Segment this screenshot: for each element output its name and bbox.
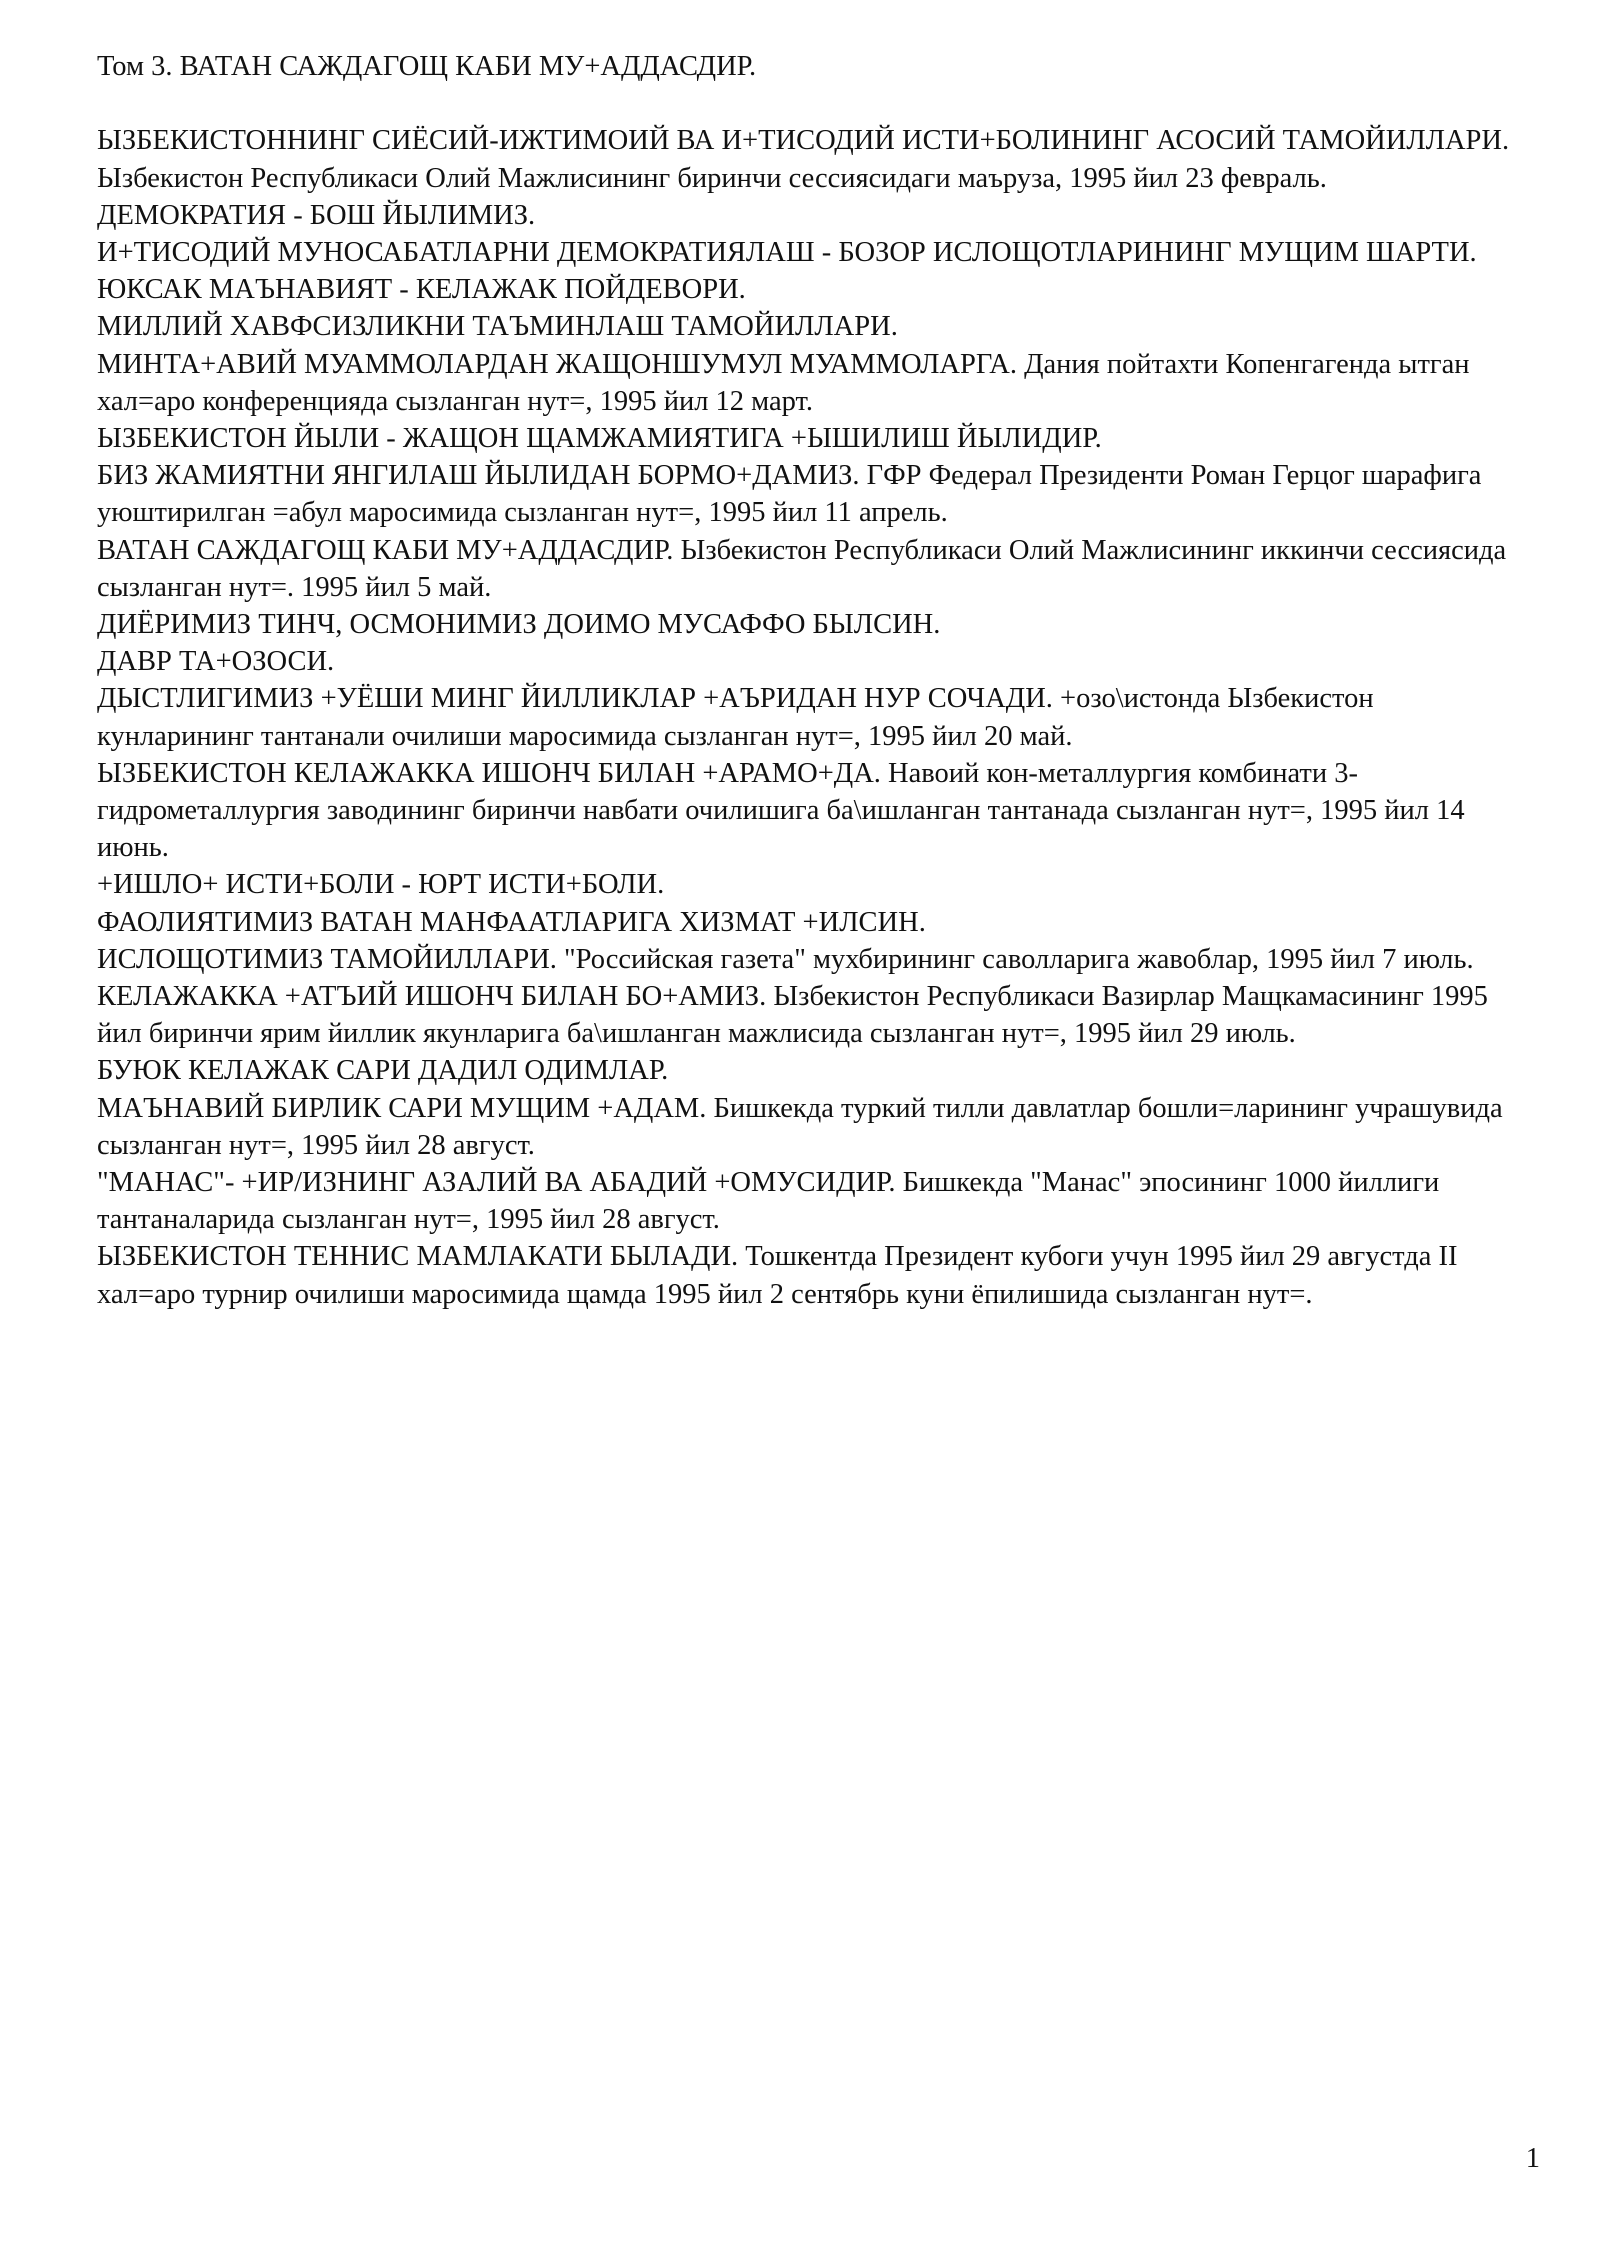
contents-entry: ЫЗБЕКИСТОННИНГ СИЁСИЙ-ИЖТИМОИЙ ВА И+ТИСОДИЙ ИСТИ+БОЛИНИНГ АСОСИЙ ТАМОЙИЛЛАРИ. Ызбекистон Республикаси Олий Мажлисининг биринчи сессиясидаги маъруза, 1995 йил 23 февраль.	[97, 125, 1510, 194]
document-title: Том 3. ВАТАН САЖДАГОЩ КАБИ МУ+АДДАСДИР.	[97, 51, 757, 82]
contents-entry: ИСЛОЩОТИМИЗ ТАМОЙИЛЛАРИ. "Российская газета" мухбирининг саволларига жавоблар, 1995 йил 7 июль.	[97, 943, 1474, 975]
contents-entry: ДЫСТЛИГИМИЗ +УЁШИ МИНГ ЙИЛЛИКЛАР +АЪРИДАН НУР СОЧАДИ. +озо\истонда Ызбекистон кунларининг тантанали очилиши маросимида сызланган нут=, 1995 йил 20 май.	[97, 683, 1374, 752]
contents-entry: БУЮК КЕЛАЖАК САРИ ДАДИЛ ОДИМЛАР.	[97, 1055, 669, 1087]
page-number: 1	[1525, 2143, 1540, 2174]
contents-entry: КЕЛАЖАККА +АТЪИЙ ИШОНЧ БИЛАН БО+АМИЗ. Ызбекистон Республикаси Вазирлар Мащкамасининг 1995 йил биринчи ярим йиллик якунларига ба\ишланган мажлисида сызланган нут=, 1995 йил 29 июль.	[97, 981, 1488, 1050]
contents-entry: ДАВР ТА+ОЗОСИ.	[97, 646, 335, 678]
contents-entry: ДИЁРИМИЗ ТИНЧ, ОСМОНИМИЗ ДОИМО МУСАФФО БЫЛСИН.	[97, 609, 941, 641]
contents-entry: МИНТА+АВИЙ МУАММОЛАРДАН ЖАЩОНШУМУЛ МУАММОЛАРГА. Дания пойтахти Копенгагенда ытган хал=аро конференцияда сызланган нут=, 1995 йил 12 март.	[97, 348, 1470, 417]
contents-entry: ДЕМОКРАТИЯ - БОШ ЙЫЛИМИЗ.	[97, 199, 536, 231]
document-body	[97, 48, 1537, 1313]
contents-entry: И+ТИСОДИЙ МУНОСАБАТЛАРНИ ДЕМОКРАТИЯЛАШ - БОЗОР ИСЛОЩОТЛАРИНИНГ МУЩИМ ШАРТИ.	[97, 237, 1477, 268]
contents-entry: ЫЗБЕКИСТОН ТЕННИС МАМЛАКАТИ БЫЛАДИ. Тошкентда Президент кубоги учун 1995 йил 29 августда II хал=аро турнир очилиши маросимида щамда 1995 йил 2 сентябрь куни ёпилишида сызланган нут=.	[97, 1241, 1458, 1310]
contents-entry: ВАТАН САЖДАГОЩ КАБИ МУ+АДДАСДИР. Ызбекистон Республикаси Олий Мажлисининг иккинчи сессиясида сызланган нут=. 1995 йил 5 май.	[97, 534, 1507, 603]
contents-entry: МАЪНАВИЙ БИРЛИК САРИ МУЩИМ +АДАМ. Бишкекда туркий тилли давлатлар бошли=ларининг учрашувида сызланган нут=, 1995 йил 28 август.	[97, 1092, 1503, 1161]
contents-entry: ЫЗБЕКИСТОН ЙЫЛИ - ЖАЩОН ЩАМЖАМИЯТИГА +ЫШИЛИШ ЙЫЛИДИР.	[97, 423, 1102, 455]
contents-entry: ЫЗБЕКИСТОН КЕЛАЖАККА ИШОНЧ БИЛАН +АРАМО+ДА. Навоий кон-металлургия комбинати 3-гидрометаллургия заводининг биринчи навбати очилишига ба\ишланган тантанада сызланган нут=, 1995 йил 14 июнь.	[97, 757, 1465, 864]
contents-entry: ФАОЛИЯТИМИЗ ВАТАН МАНФААТЛАРИГА ХИЗМАТ +ИЛСИН.	[97, 906, 926, 938]
contents-entry: +ИШЛО+ ИСТИ+БОЛИ - ЮРТ ИСТИ+БОЛИ.	[97, 869, 665, 901]
contents-entry: "МАНАС"- +ИР/ИЗНИНГ АЗАЛИЙ ВА АБАДИЙ +ОМУСИДИР. Бишкекда "Манас" эпосининг 1000 йиллиги тантаналарида сызланган нут=, 1995 йил 28 август.	[97, 1167, 1440, 1236]
contents-entry: БИЗ ЖАМИЯТНИ ЯНГИЛАШ ЙЫЛИДАН БОРМО+ДАМИЗ. ГФР Федерал Президенти Роман Герцог шарафига уюштирилган =абул маросимида сызланган нут=, 1995 йил 11 апрель.	[97, 460, 1482, 529]
contents-entry: МИЛЛИЙ ХАВФСИЗЛИКНИ ТАЪМИНЛАШ ТАМОЙИЛЛАРИ.	[97, 311, 898, 343]
contents-entry: ЮКСАК МАЪНАВИЯТ - КЕЛАЖАК ПОЙДЕВОРИ.	[97, 274, 746, 306]
